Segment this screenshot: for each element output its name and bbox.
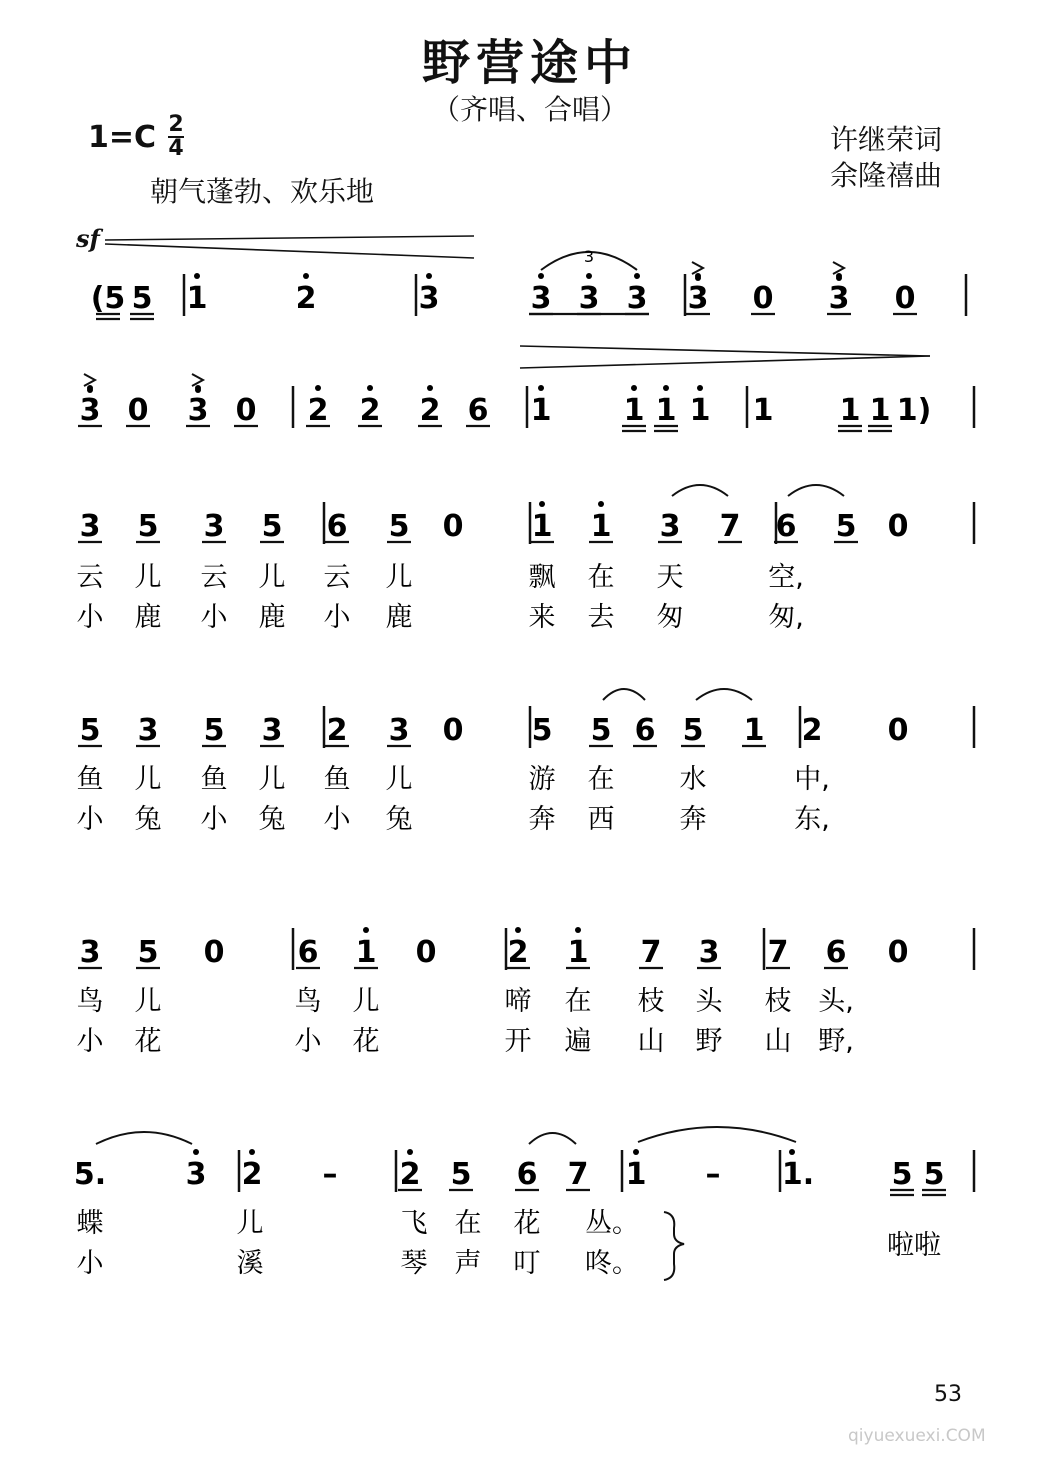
note: 3	[137, 713, 159, 748]
lyric-char: 花	[513, 1208, 541, 1239]
note: 6	[326, 509, 348, 544]
note: 2	[326, 713, 348, 748]
lyric-char: 去	[587, 602, 615, 633]
note: 2	[419, 393, 441, 428]
note: 6	[825, 935, 847, 970]
slur	[638, 1127, 796, 1142]
lyric-char: 头,	[818, 986, 854, 1017]
accent-mark	[84, 374, 95, 386]
note: 1	[567, 935, 589, 970]
song-title: 野营途中	[421, 35, 638, 91]
note: 3	[659, 509, 681, 544]
octave-dot	[663, 385, 669, 391]
octave-dot	[363, 927, 369, 933]
note: 5	[682, 713, 704, 748]
slur	[96, 1132, 192, 1144]
note: 1	[689, 393, 711, 428]
key-signature: 1=C	[88, 120, 157, 155]
lyric-char: 儿	[236, 1208, 264, 1239]
lyric-char: 中,	[794, 764, 830, 795]
lyric-char: 天	[656, 562, 684, 593]
note: 1	[355, 935, 377, 970]
octave-dot	[195, 387, 201, 393]
octave-dot	[427, 385, 433, 391]
note: 6	[467, 393, 489, 428]
lyric-char: 咚。	[585, 1248, 639, 1279]
verse-brace	[664, 1212, 684, 1280]
slur	[529, 1133, 576, 1144]
note: 5	[531, 713, 553, 748]
lyric-char: 啼	[504, 986, 532, 1017]
note: –	[322, 1157, 338, 1192]
note: 5	[891, 1157, 913, 1192]
lyric-char: 小	[323, 804, 351, 835]
note: 3	[418, 281, 440, 316]
lyric-char: 野	[695, 1026, 723, 1057]
lyric-char: 在	[454, 1208, 482, 1239]
note: 5	[590, 713, 612, 748]
note: 3	[187, 393, 209, 428]
lyric-char: 小	[323, 602, 351, 633]
note: 3	[79, 509, 101, 544]
lyric-char: 儿	[352, 986, 380, 1017]
note: 6	[297, 935, 319, 970]
dynamic-marking: sf	[76, 224, 100, 253]
note: 3	[687, 281, 709, 316]
accent-mark	[833, 262, 844, 274]
lyric-char: 儿	[258, 562, 286, 593]
lyric-char: 西	[587, 804, 615, 835]
octave-dot	[426, 273, 432, 279]
octave-dot	[598, 501, 604, 507]
time-signature-bottom: 4	[168, 136, 184, 161]
octave-dot	[789, 1149, 795, 1155]
lyric-char: 花	[352, 1026, 380, 1057]
lyric-char: 溪	[236, 1248, 264, 1279]
lyric-char: 儿	[385, 764, 413, 795]
hairpin	[520, 356, 930, 368]
song-subtitle: （齐唱、合唱）	[431, 93, 628, 126]
note: 3	[626, 281, 648, 316]
note: 2	[307, 393, 329, 428]
note: 5	[79, 713, 101, 748]
note: 0	[442, 509, 464, 544]
composer-credit: 余隆禧曲	[829, 159, 942, 192]
note: 0	[894, 281, 916, 316]
note: 1	[625, 1157, 647, 1192]
note: 5	[450, 1157, 472, 1192]
lyric-char: 在	[587, 764, 615, 795]
lyric-char: 小	[76, 1026, 104, 1057]
lyric-char: 野,	[818, 1026, 854, 1057]
octave-dot	[249, 1149, 255, 1155]
lyric-char: 云	[323, 562, 351, 593]
note: (5	[90, 281, 126, 316]
lyric-char: 叮	[513, 1248, 541, 1279]
lyric-char: 飘	[528, 562, 556, 593]
note: 5	[388, 509, 410, 544]
lyric-char: 小	[294, 1026, 322, 1057]
lyric-char: 儿	[134, 764, 162, 795]
note: 6	[516, 1157, 538, 1192]
lyric-char: 奔	[679, 804, 707, 835]
note: 2	[295, 281, 317, 316]
lyric-char: 云	[76, 562, 104, 593]
note: 2	[399, 1157, 421, 1192]
octave-dot	[538, 273, 544, 279]
hairpin	[520, 346, 930, 356]
lyric-char: 鱼	[200, 764, 228, 795]
lyric-char: 云	[200, 562, 228, 593]
note: –	[705, 1157, 721, 1192]
note: 1	[752, 393, 774, 428]
lyric-char: 枝	[764, 986, 792, 1017]
octave-dot	[695, 275, 701, 281]
note: 1	[743, 713, 765, 748]
note: 0	[887, 509, 909, 544]
note: 1	[531, 509, 553, 544]
note: 3	[185, 1157, 207, 1192]
lyric-char: 小	[76, 804, 104, 835]
lyric-char: 小	[200, 804, 228, 835]
lyric-char: 小	[200, 602, 228, 633]
note: 1.	[781, 1157, 815, 1192]
lyric-char: 山	[637, 1026, 665, 1057]
octave-dot	[303, 273, 309, 279]
note: 0	[887, 935, 909, 970]
lyric-char: 鱼	[76, 764, 104, 795]
lyric-char: 水	[679, 764, 707, 795]
lyric-char: 兔	[134, 804, 162, 835]
note: 3	[261, 713, 283, 748]
octave-dot	[193, 1149, 199, 1155]
lyric-char: 来	[528, 602, 556, 633]
octave-dot	[515, 927, 521, 933]
octave-dot	[631, 385, 637, 391]
lyric-char: 东,	[794, 804, 830, 835]
lyric-char: 遍	[564, 1026, 592, 1057]
note: 5.	[73, 1157, 107, 1192]
lyric-char: 开	[504, 1026, 532, 1057]
octave-dot	[367, 385, 373, 391]
time-signature-top: 2	[168, 112, 184, 137]
note: 1	[530, 393, 552, 428]
note: 0	[442, 713, 464, 748]
note: 0	[887, 713, 909, 748]
slur	[696, 689, 752, 700]
lyric-char: 儿	[385, 562, 413, 593]
note: 5	[923, 1157, 945, 1192]
lyric-char: 头	[695, 986, 723, 1017]
lyric-char: 飞	[400, 1208, 428, 1239]
hairpin	[105, 236, 474, 240]
note: 3	[79, 393, 101, 428]
lyric-char: 花	[134, 1026, 162, 1057]
lyric-char: 鸟	[76, 986, 104, 1017]
note: 0	[127, 393, 149, 428]
note: 2	[801, 713, 823, 748]
lyric-char: 小	[76, 602, 104, 633]
slur	[603, 689, 645, 700]
note: 7	[767, 935, 789, 970]
note: 1	[869, 393, 891, 428]
slur	[672, 485, 728, 496]
note: 1	[839, 393, 861, 428]
lyric-char: 丛。	[585, 1208, 639, 1239]
note: 5	[835, 509, 857, 544]
lyric-char: 琴	[400, 1248, 428, 1279]
octave-dot	[315, 385, 321, 391]
page-number: 53	[934, 1382, 962, 1407]
watermark: qiyuexuexi.COM	[848, 1426, 986, 1446]
note: 3	[698, 935, 720, 970]
octave-dot	[634, 273, 640, 279]
lyric-char: 枝	[637, 986, 665, 1017]
note: 0	[752, 281, 774, 316]
lyric-char: 小	[76, 1248, 104, 1279]
octave-dot	[539, 501, 545, 507]
slur	[788, 485, 844, 496]
note: 3	[578, 281, 600, 316]
lyric-char: 声	[454, 1248, 482, 1279]
note: 5	[203, 713, 225, 748]
octave-dot	[697, 385, 703, 391]
lyric-char: 兔	[385, 804, 413, 835]
note: 3	[530, 281, 552, 316]
note: 7	[567, 1157, 589, 1192]
lyric-char: 鹿	[258, 602, 286, 633]
lyric-char: 在	[564, 986, 592, 1017]
note: 5	[137, 509, 159, 544]
lyric-char: 儿	[134, 986, 162, 1017]
lyric-char: 儿	[134, 562, 162, 593]
note: 1)	[896, 393, 932, 428]
lyric-char: 鱼	[323, 764, 351, 795]
lyric-char: 儿	[258, 764, 286, 795]
note: 7	[719, 509, 741, 544]
octave-dot	[586, 273, 592, 279]
note: 6	[775, 509, 797, 544]
lyric-char: 鹿	[134, 602, 162, 633]
note: 0	[235, 393, 257, 428]
lyric-char: 匆,	[768, 602, 804, 633]
note: 3	[79, 935, 101, 970]
note: 1	[655, 393, 677, 428]
tempo-marking: 朝气蓬勃、欢乐地	[150, 175, 375, 208]
octave-dot	[194, 273, 200, 279]
accent-mark	[192, 374, 203, 386]
lyric-char: 空,	[768, 562, 804, 593]
lyric-char: 匆	[656, 602, 684, 633]
note: 1	[590, 509, 612, 544]
lyric-char: 兔	[258, 804, 286, 835]
octave-dot	[407, 1149, 413, 1155]
hairpin	[105, 244, 474, 258]
accent-mark	[692, 262, 703, 274]
lyricist-credit: 许继荣词	[829, 123, 942, 156]
note: 2	[241, 1157, 263, 1192]
lyric-char: 山	[764, 1026, 792, 1057]
lyric-char: 鹿	[385, 602, 413, 633]
note: 0	[203, 935, 225, 970]
note: 1	[186, 281, 208, 316]
note: 3	[203, 509, 225, 544]
note: 0	[415, 935, 437, 970]
note: 7	[640, 935, 662, 970]
note: 5	[131, 281, 153, 316]
lyric-char: 游	[528, 764, 556, 795]
triplet-mark: 3	[583, 247, 595, 266]
note: 1	[623, 393, 645, 428]
octave-dot	[575, 927, 581, 933]
lyric-char: 在	[587, 562, 615, 593]
note: 2	[359, 393, 381, 428]
lyric-char: 奔	[528, 804, 556, 835]
octave-dot	[836, 275, 842, 281]
note: 6	[634, 713, 656, 748]
lyric-char: 蝶	[76, 1208, 104, 1239]
lyric-extra: 啦啦	[887, 1230, 941, 1261]
octave-dot	[633, 1149, 639, 1155]
note: 2	[507, 935, 529, 970]
octave-dot	[538, 385, 544, 391]
note: 3	[828, 281, 850, 316]
note: 5	[137, 935, 159, 970]
note: 5	[261, 509, 283, 544]
lyric-char: 鸟	[294, 986, 322, 1017]
note: 3	[388, 713, 410, 748]
octave-dot	[87, 387, 93, 393]
